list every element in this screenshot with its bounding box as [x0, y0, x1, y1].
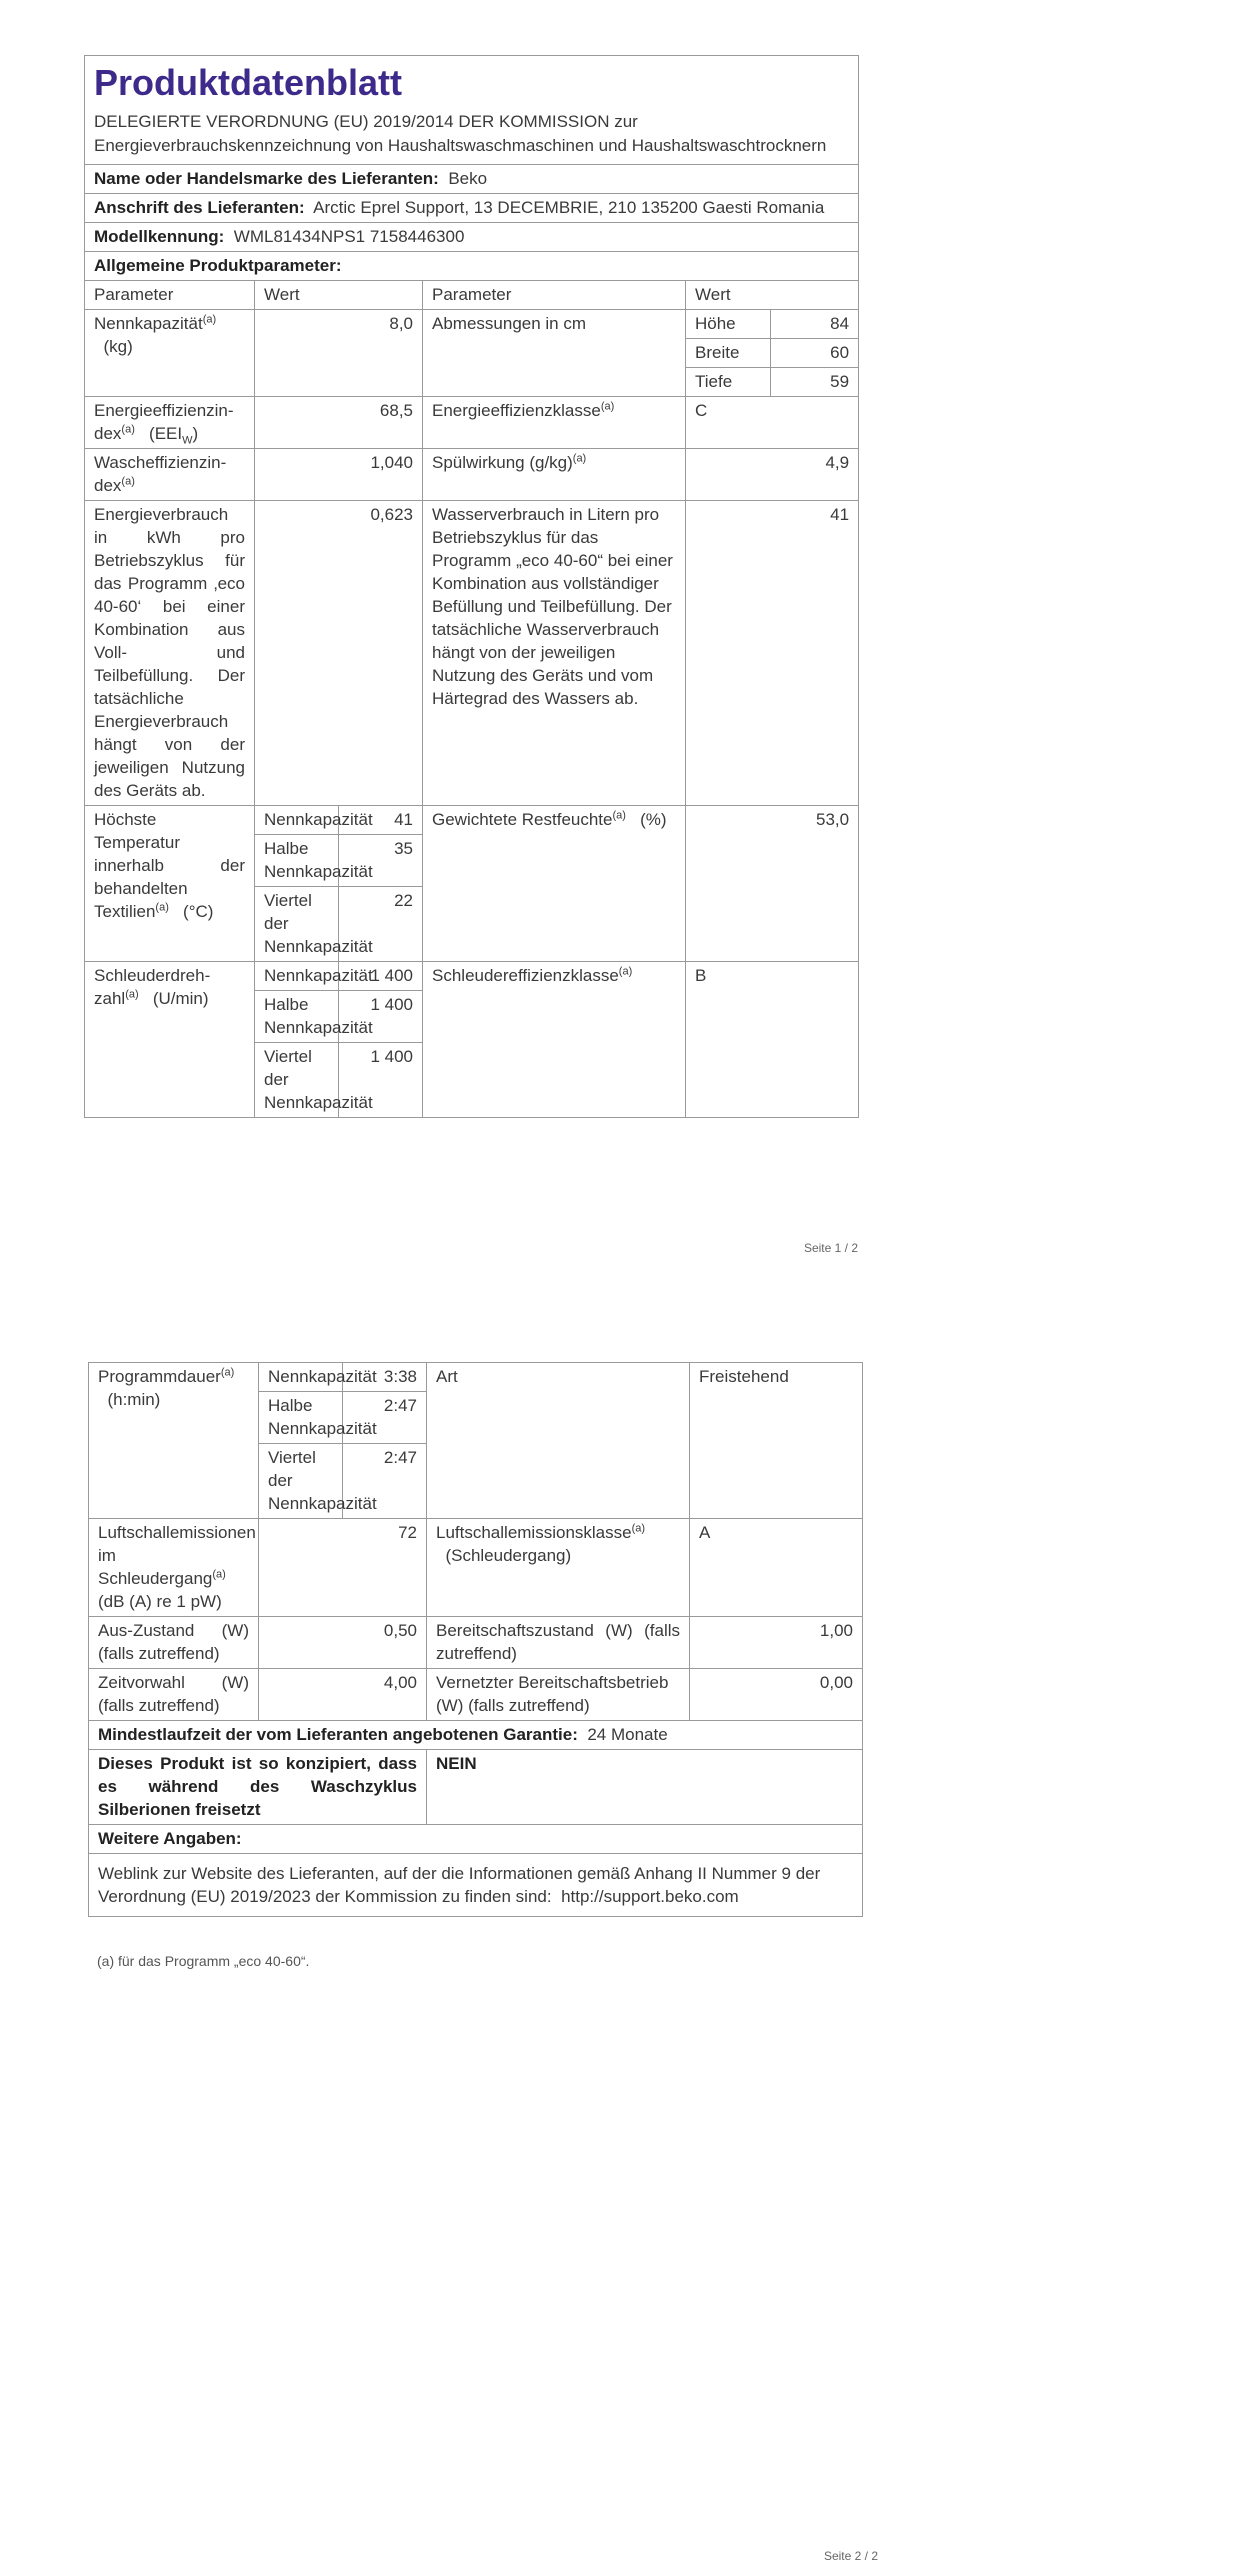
depth-label: Tiefe	[686, 368, 771, 397]
footnote-marker: (a)	[121, 423, 135, 436]
footnote-marker: (a)	[155, 901, 169, 914]
silver-ions-label: Dieses Produkt ist so konzipiert, dass es während des Waschzyklus Silberionen freisetzt	[89, 1750, 427, 1825]
supplier-value: Beko	[448, 169, 488, 188]
height-label: Höhe	[686, 310, 771, 339]
spin-load-quarter: Viertel der Nennkapazität	[255, 1043, 339, 1118]
delay-label: Zeitvorwahl (W) (falls zutreffend)	[89, 1669, 259, 1721]
network-standby-value: 0,00	[690, 1669, 863, 1721]
page-number-2: Seite 2 / 2	[823, 2549, 878, 2563]
dimensions-label: Abmessungen in cm	[423, 310, 686, 397]
off-label: Aus-Zustand (W) (falls zutreffend)	[89, 1617, 259, 1669]
max-temp-unit: (°C)	[183, 902, 214, 921]
weblink-row	[89, 1854, 863, 1917]
duration-load-full: Nennkapazität	[259, 1363, 343, 1392]
capacity-label-cell	[85, 310, 255, 397]
spin-label-line1: Schleuderdreh-	[94, 966, 211, 985]
eei-value: 68,5	[255, 397, 423, 449]
energy-class-label-cell	[423, 397, 686, 449]
page-title: Produktdatenblatt	[94, 62, 403, 103]
page-number-1: Seite 1 / 2	[803, 1241, 858, 1255]
network-standby-label: Vernetzter Bereitschaftsbetrieb (W) (falls zutreffend)	[427, 1669, 690, 1721]
temp-half-value: 35	[339, 835, 423, 887]
further-info-heading: Weitere Angaben:	[89, 1825, 863, 1854]
footnote: (a) für das Programm „eco 40-60“.	[97, 1953, 310, 1969]
guarantee-row	[89, 1721, 863, 1750]
spin-half-value: 1 400	[339, 991, 423, 1043]
eei-label-line1: Energieeffizienzin-	[94, 401, 234, 420]
footnote-marker: (a)	[618, 965, 633, 978]
footnote-marker: (a)	[121, 475, 135, 488]
header-row	[85, 281, 859, 310]
max-temp-label: Höchste Temperatur innerhalb der behandelten Textilien	[94, 810, 245, 921]
temp-full-value: 41	[339, 806, 423, 835]
duration-unit: (h:min)	[107, 1390, 161, 1409]
wash-eff-label-line1: Wascheffizienzin-	[94, 453, 227, 472]
footnote-marker: (a)	[600, 400, 615, 413]
footnote-marker: (a)	[631, 1522, 646, 1535]
eei-unit: (EEI	[149, 424, 183, 443]
residual-label: Gewichtete Restfeuchte	[432, 810, 613, 829]
guarantee-value: 24 Monate	[587, 1725, 668, 1744]
type-value: Freistehend	[690, 1363, 863, 1519]
eei-subscript: W	[182, 434, 193, 447]
rinse-value: 4,9	[686, 449, 859, 501]
noise-class-unit: (Schleudergang)	[445, 1546, 572, 1565]
wash-eff-label-cell	[85, 449, 255, 501]
width-label: Breite	[686, 339, 771, 368]
temp-quarter-value: 22	[339, 887, 423, 962]
guarantee-label: Mindestlaufzeit der vom Lieferanten angebotenen Garantie:	[98, 1725, 578, 1744]
header-parameter-2: Parameter	[423, 281, 686, 310]
noise-unit: (dB (A) re 1 pW)	[98, 1592, 222, 1611]
duration-label: Programmdauer	[98, 1367, 221, 1386]
spin-quarter-value: 1 400	[339, 1043, 423, 1118]
datasheet-table-2	[88, 1362, 863, 1917]
address-value: Arctic Eprel Support, 13 DECEMBRIE, 210 135200 Gaesti Romania	[313, 198, 825, 217]
general-params-heading: Allgemeine Produktparameter:	[85, 252, 859, 281]
noise-label-cell	[89, 1519, 259, 1617]
spin-load-full: Nennkapazität	[255, 962, 339, 991]
max-temp-label-cell	[85, 806, 255, 962]
footnote-marker: (a)	[202, 313, 217, 326]
noise-class-label-cell	[427, 1519, 690, 1617]
delay-value: 4,00	[259, 1669, 427, 1721]
spin-load-half: Halbe Nennkapazität	[255, 991, 339, 1043]
width-value: 60	[771, 339, 859, 368]
eei-close: )	[192, 424, 199, 443]
residual-unit: (%)	[640, 810, 667, 829]
footnote-marker: (a)	[612, 809, 626, 822]
duration-load-half: Halbe Nennkapazität	[259, 1392, 343, 1444]
noise-class-value: A	[690, 1519, 863, 1617]
spin-label-cell	[85, 962, 255, 1118]
energy-class-label: Energieeffizienzklasse	[432, 401, 601, 420]
datasheet-table-1	[84, 55, 859, 1118]
height-value: 84	[771, 310, 859, 339]
energy-consumption-value: 0,623	[255, 501, 423, 806]
model-label: Modellkennung:	[94, 227, 225, 246]
temp-load-full: Nennkapazität	[255, 806, 339, 835]
spin-class-label: Schleudereffizienzklasse	[432, 966, 619, 985]
header-value-1: Wert	[255, 281, 423, 310]
title-block	[85, 56, 859, 165]
duration-label-cell	[89, 1363, 259, 1519]
weblink-url[interactable]: http://support.beko.com	[561, 1887, 739, 1906]
rinse-label-cell	[423, 449, 686, 501]
model-value: WML81434NPS1 7158446300	[233, 227, 465, 246]
eei-label-line2: dex	[94, 424, 122, 443]
spin-class-value: B	[686, 962, 859, 1118]
capacity-label: Nennkapazität	[94, 314, 203, 333]
weblink-text: Weblink zur Website des Lieferanten, auf der die Informationen gemäß Anhang II Nummer 9 der Verordnung (EU) 2019/2023 der Kommission zu finden sind:	[98, 1864, 821, 1906]
silver-ions-value: NEIN	[427, 1750, 863, 1825]
model-row	[85, 223, 859, 252]
footnote-marker: (a)	[212, 1568, 226, 1581]
header-parameter-1: Parameter	[85, 281, 255, 310]
energy-class-value: C	[686, 397, 859, 449]
eei-label-cell	[85, 397, 255, 449]
footnote-marker: (a)	[572, 452, 587, 465]
spin-label-line2: zahl	[94, 989, 126, 1008]
water-consumption-label: Wasserverbrauch in Litern pro Betriebszyklus für das Programm „eco 40-60“ bei einer Kombination aus vollständiger Befüllung und Teilbefüllung. Der tatsächliche Wasserverbrauch hängt von der jeweiligen Nutzung des Geräts und vom Härtegrad des Wassers ab.	[423, 501, 686, 806]
standby-label: Bereitschaftszustand (W) (falls zutreffend)	[427, 1617, 690, 1669]
duration-quarter-value: 2:47	[343, 1444, 427, 1519]
water-consumption-value: 41	[686, 501, 859, 806]
energy-consumption-label: Energieverbrauch in kWh pro Betriebszyklus für das Programm ‚eco 40-60‘ bei einer Kombination aus Voll- und Teilbefüllung. Der tatsächliche Energieverbrauch hängt von der jeweiligen Nutzung des Geräts ab.	[85, 501, 255, 806]
duration-full-value: 3:38	[343, 1363, 427, 1392]
temp-load-half: Halbe Nennkapazität	[255, 835, 339, 887]
supplier-label: Name oder Handelsmarke des Lieferanten:	[94, 169, 439, 188]
regulation-subtitle: DELEGIERTE VERORDNUNG (EU) 2019/2014 DER KOMMISSION zur Energieverbrauchskennzeichnung von Haushaltswaschmaschinen und Haushaltswaschtrocknern	[94, 112, 827, 155]
capacity-value: 8,0	[255, 310, 423, 397]
duration-half-value: 2:47	[343, 1392, 427, 1444]
rinse-label: Spülwirkung (g/kg)	[432, 453, 573, 472]
page-2	[0, 1270, 1239, 2563]
page-1	[0, 0, 1239, 1270]
capacity-unit: (kg)	[103, 337, 133, 356]
noise-class-label: Luftschallemissionsklasse	[436, 1523, 632, 1542]
duration-load-quarter: Viertel der Nennkapazität	[259, 1444, 343, 1519]
header-value-2: Wert	[686, 281, 859, 310]
supplier-row	[85, 165, 859, 194]
address-label: Anschrift des Lieferanten:	[94, 198, 305, 217]
spin-class-label-cell	[423, 962, 686, 1118]
standby-value: 1,00	[690, 1617, 863, 1669]
residual-value: 53,0	[686, 806, 859, 962]
address-row	[85, 194, 859, 223]
noise-label: Luftschallemissionen im Schleudergang	[98, 1523, 256, 1588]
depth-value: 59	[771, 368, 859, 397]
spin-unit: (U/min)	[152, 989, 209, 1008]
spin-full-value: 1 400	[339, 962, 423, 991]
noise-value: 72	[259, 1519, 427, 1617]
residual-label-cell	[423, 806, 686, 962]
type-label: Art	[427, 1363, 690, 1519]
wash-eff-value: 1,040	[255, 449, 423, 501]
footnote-marker: (a)	[220, 1366, 235, 1379]
footnote-marker: (a)	[125, 988, 139, 1001]
off-value: 0,50	[259, 1617, 427, 1669]
wash-eff-label-line2: dex	[94, 476, 122, 495]
temp-load-quarter: Viertel der Nennkapazität	[255, 887, 339, 962]
